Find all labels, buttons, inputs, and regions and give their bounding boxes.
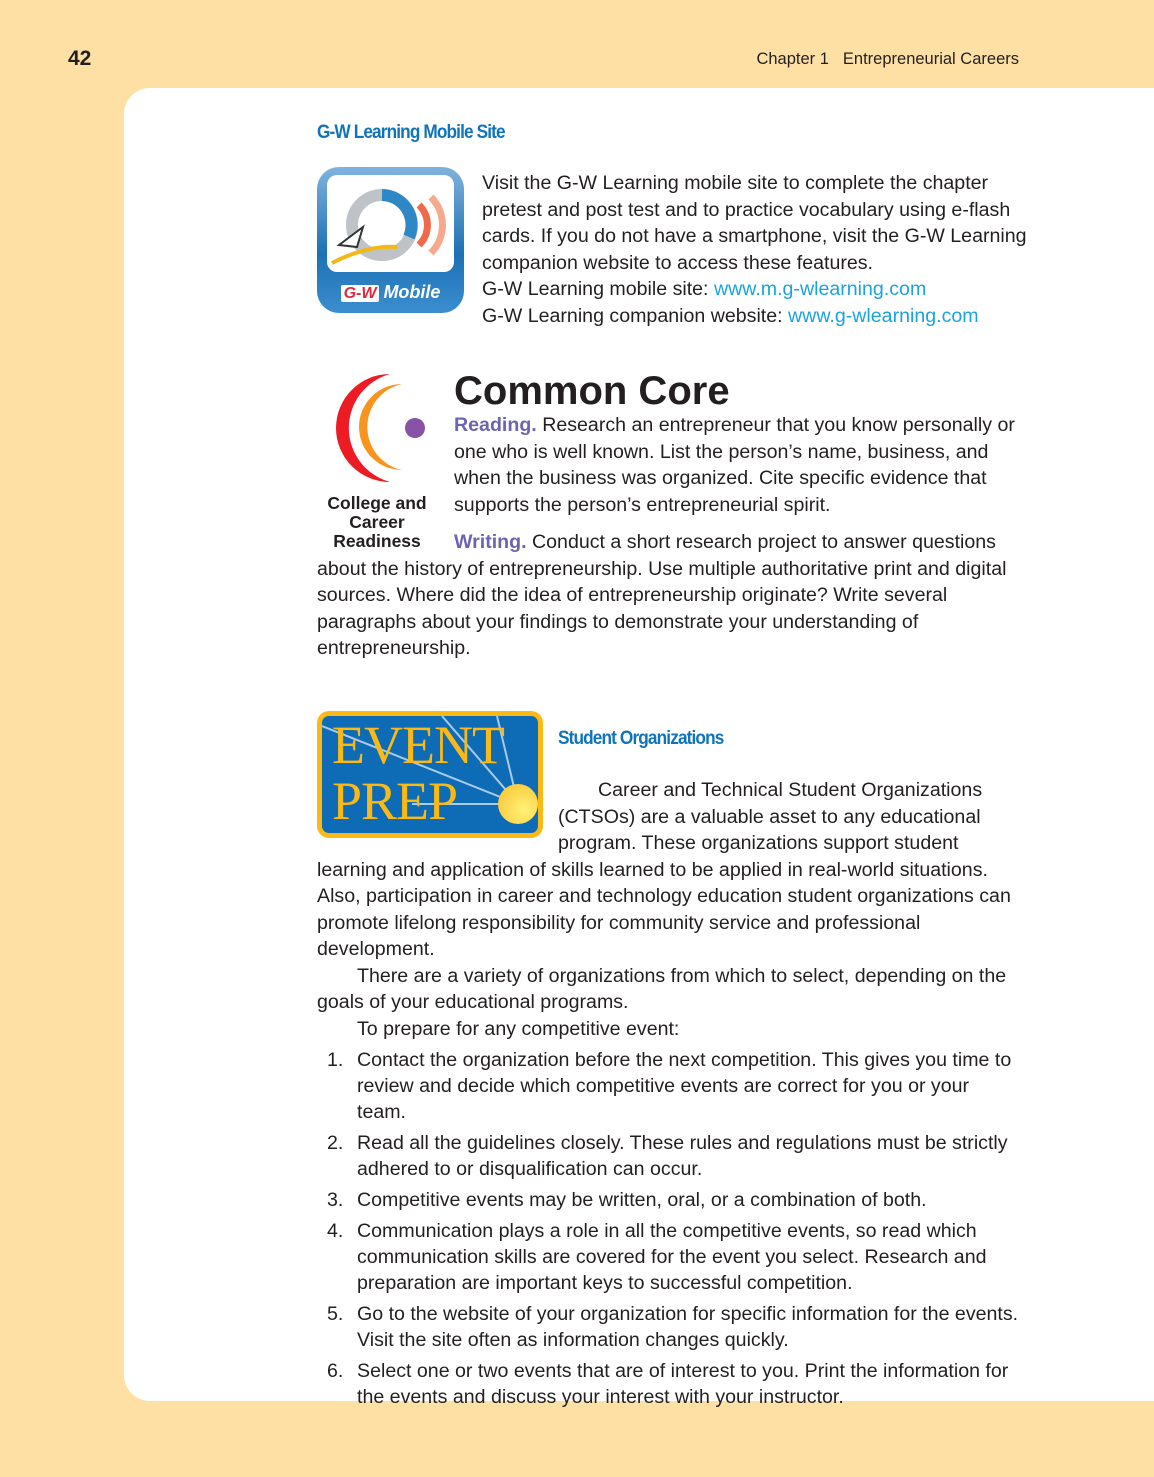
- companion-site-line: [482, 303, 1027, 330]
- item-number: 4.: [327, 1220, 344, 1242]
- writing-paragraph: [317, 529, 1022, 662]
- reading-lead: Reading.: [454, 414, 537, 436]
- prepare-paragraph: To prepare for any competitive event:: [357, 1017, 680, 1040]
- item-text: Go to the website of your organization for specific information for the events. Visit the site often as information changes quickly.: [357, 1303, 1019, 1351]
- mobile-description: Visit the G-W Learning mobile site to complete the chapter pretest and post test and to practice vocabulary using e-flash cards. If you do not have a smartphone, visit the G-W Learning companion website to access these features.: [482, 172, 1027, 274]
- list-item: [317, 1047, 1022, 1125]
- mobile-site-heading: G-W Learning Mobile Site: [317, 121, 505, 143]
- chapter-title: Entrepreneurial Careers: [842, 50, 1019, 68]
- item-text: Select one or two events that are of interest to you. Print the information for the events and discuss your interest with your instructor.: [357, 1360, 1009, 1408]
- event-text: EVENT: [332, 715, 504, 775]
- college-career-readiness-logo: [320, 372, 435, 487]
- page-number: 42: [68, 47, 92, 70]
- item-number: 6.: [327, 1360, 344, 1382]
- prep-text: PREP: [332, 771, 458, 831]
- student-orgs-heading: Student Organizations: [558, 727, 724, 749]
- item-text: Competitive events may be written, oral, or a combination of both.: [357, 1189, 927, 1211]
- item-number: 1.: [327, 1049, 344, 1071]
- chapter-number: Chapter 1: [756, 50, 829, 68]
- companion-site-link[interactable]: www.g-wlearning.com: [788, 304, 979, 327]
- writing-text: Conduct a short research project to answer questions about the history of entrepreneurship. Use multiple authoritative print and digital sources. Where did the idea of entrepreneurship originate? Write several paragraphs about your findings to demonstrate your understanding of entrepreneurship.: [317, 531, 1007, 659]
- mobile-site-label: G-W Learning mobile site:: [482, 278, 714, 300]
- item-text: Communication plays a role in all the competitive events, so read which communication skills are covered for the event you select. Research and preparation are important keys to successful competition.: [357, 1220, 987, 1294]
- variety-paragraph: There are a variety of organizations from which to select, depending on the goals of your educational programs.: [317, 964, 1007, 1013]
- item-number: 3.: [327, 1189, 344, 1211]
- wireless-cursor-icon: [327, 175, 454, 272]
- ccr-logo-text: College and Career Readiness: [327, 493, 427, 551]
- mobile-body: [482, 170, 1027, 329]
- logo-wrap-spacer: [317, 777, 558, 855]
- gw-mobile-icon: [317, 167, 464, 313]
- item-text: Contact the organization before the next competition. This gives you time to review and decide which competitive events are correct for you or your team.: [357, 1049, 1012, 1123]
- mobile-label: Mobile: [383, 282, 441, 302]
- common-core-heading: Common Core: [454, 369, 730, 413]
- list-item: [317, 1218, 1022, 1296]
- reading-text: Research an entrepreneur that you know personally or one who is well known. List the person’s name, business, and when the business was organized. Cite specific evidence that supports the person’s entrepreneurial spirit.: [454, 414, 1015, 516]
- student-orgs-body: [317, 777, 1022, 1042]
- writing-lead: Writing.: [454, 531, 527, 553]
- item-number: 2.: [327, 1132, 344, 1154]
- list-item: [317, 1301, 1022, 1353]
- list-item: [317, 1130, 1022, 1182]
- item-number: 5.: [327, 1303, 344, 1325]
- gw-brand: G-W: [341, 285, 380, 302]
- list-item: [317, 1187, 1022, 1213]
- companion-site-label: G-W Learning companion website:: [482, 304, 789, 327]
- item-text: Read all the guidelines closely. These rules and regulations must be strictly adhered to or disqualification can occur.: [357, 1132, 1008, 1180]
- mobile-site-line: [482, 276, 1027, 303]
- ctso-paragraph: Career and Technical Student Organizations (CTSOs) are a valuable asset to any educational program. These organizations support student learning and application of skills learned to be applied in real-world situations. Also, participation in career and technology education student organizations can promote lifelong responsibility for community service and professional development.: [317, 779, 1011, 960]
- reading-paragraph: [454, 412, 1024, 518]
- running-header: [742, 50, 1019, 69]
- mobile-site-link[interactable]: www.m.g-wlearning.com: [713, 278, 927, 300]
- competitive-event-list: [317, 1047, 1022, 1415]
- list-item: [317, 1358, 1022, 1410]
